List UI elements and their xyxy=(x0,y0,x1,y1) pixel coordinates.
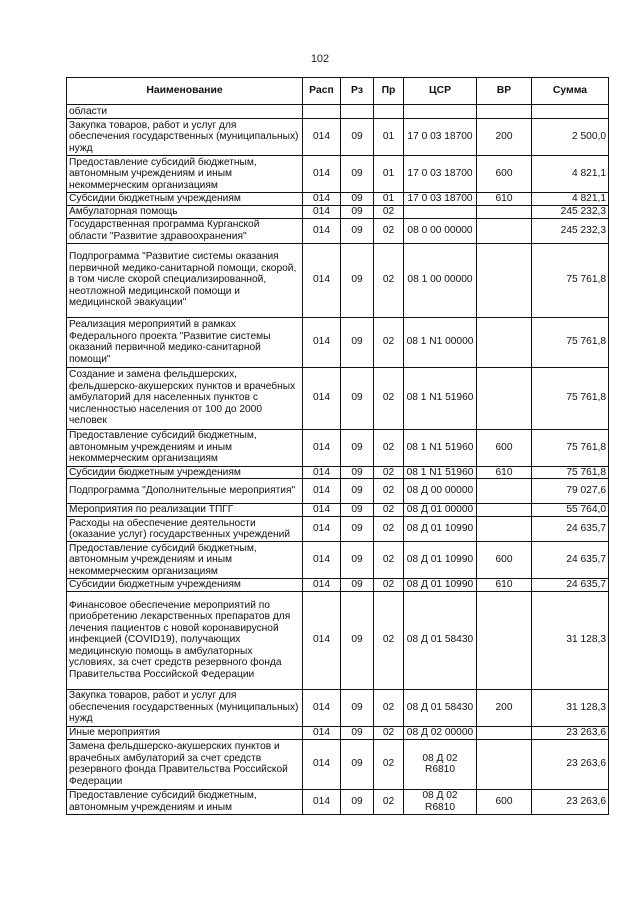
header-vr: ВР xyxy=(477,78,532,105)
table-row xyxy=(67,105,609,119)
cell-rasp: 014 xyxy=(303,591,341,689)
cell-pr: 02 xyxy=(374,243,404,317)
cell-pr: 02 xyxy=(374,367,404,429)
table-row xyxy=(67,542,609,579)
cell-rz: 09 xyxy=(341,739,374,789)
cell-vr xyxy=(477,726,532,739)
cell-sum: 4 821,1 xyxy=(532,193,609,206)
page-number: 102 xyxy=(310,53,330,65)
cell-rasp: 014 xyxy=(303,689,341,726)
cell-vr xyxy=(477,367,532,429)
cell-pr: 02 xyxy=(374,689,404,726)
cell-rz: 09 xyxy=(341,205,374,218)
table-row xyxy=(67,726,609,739)
table-row xyxy=(67,119,609,156)
cell-sum: 4 821,1 xyxy=(532,156,609,193)
cell-rasp: 014 xyxy=(303,542,341,579)
table-row xyxy=(67,517,609,542)
cell-rz: 09 xyxy=(341,579,374,592)
table-row xyxy=(67,466,609,479)
cell-vr xyxy=(477,517,532,542)
cell-csr: 08 Д 01 58430 xyxy=(404,591,477,689)
cell-sum: 2 500,0 xyxy=(532,119,609,156)
cell-vr: 200 xyxy=(477,689,532,726)
cell-name: Мероприятия по реализации ТПГГ xyxy=(67,504,303,517)
cell-name: Финансовое обеспечение мероприятий по приобретению лекарственных препаратов для лечения пациентов с новой коронавирусной инфекцией (COVID19), получающих медицинскую помощь в амбулаторных условиях, за счет средств резервного фонда Правительства Российской Федерации xyxy=(67,591,303,689)
cell-csr: 08 Д 01 10990 xyxy=(404,517,477,542)
cell-sum: 75 761,8 xyxy=(532,243,609,317)
cell-rz: 09 xyxy=(341,789,374,814)
cell-vr xyxy=(477,243,532,317)
header-rasp: Расп xyxy=(303,78,341,105)
table-row xyxy=(67,504,609,517)
cell-rasp: 014 xyxy=(303,367,341,429)
cell-pr: 02 xyxy=(374,579,404,592)
cell-rz: 09 xyxy=(341,243,374,317)
cell-csr xyxy=(404,205,477,218)
cell-pr: 02 xyxy=(374,739,404,789)
cell-pr: 02 xyxy=(374,466,404,479)
cell-vr xyxy=(477,479,532,504)
cell-sum: 31 128,3 xyxy=(532,591,609,689)
cell-sum xyxy=(532,105,609,119)
cell-sum: 55 764,0 xyxy=(532,504,609,517)
cell-name: Государственная программа Курганской области "Развитие здравоохранения" xyxy=(67,218,303,243)
cell-vr xyxy=(477,105,532,119)
cell-name: Субсидии бюджетным учреждениям xyxy=(67,466,303,479)
table-row xyxy=(67,579,609,592)
cell-vr xyxy=(477,205,532,218)
cell-name: Субсидии бюджетным учреждениям xyxy=(67,193,303,206)
cell-name: Подпрограмма "Развитие системы оказания первичной медико-санитарной помощи, скорой, в том числе скорой специализированной, неотложной медицинской помощи и медицинской эвакуации" xyxy=(67,243,303,317)
cell-csr: 08 1 N1 51960 xyxy=(404,429,477,466)
cell-rz: 09 xyxy=(341,517,374,542)
cell-name: Предоставление субсидий бюджетным, автономным учреждениям и иным некоммерческим организациям xyxy=(67,429,303,466)
cell-sum: 23 263,6 xyxy=(532,726,609,739)
table-row xyxy=(67,218,609,243)
cell-name: Предоставление субсидий бюджетным, автономным учреждениям и иным xyxy=(67,789,303,814)
cell-rasp: 014 xyxy=(303,119,341,156)
cell-sum: 245 232,3 xyxy=(532,205,609,218)
table-row xyxy=(67,243,609,317)
cell-rz: 09 xyxy=(341,479,374,504)
cell-pr: 02 xyxy=(374,317,404,367)
cell-vr: 610 xyxy=(477,193,532,206)
cell-pr: 02 xyxy=(374,542,404,579)
cell-vr xyxy=(477,218,532,243)
cell-pr: 02 xyxy=(374,429,404,466)
cell-csr: 08 Д 01 00000 xyxy=(404,504,477,517)
cell-csr: 08 Д 01 10990 xyxy=(404,579,477,592)
table-row xyxy=(67,156,609,193)
cell-rasp: 014 xyxy=(303,193,341,206)
cell-sum: 79 027,6 xyxy=(532,479,609,504)
cell-name: Амбулаторная помощь xyxy=(67,205,303,218)
table-row xyxy=(67,429,609,466)
cell-sum: 245 232,3 xyxy=(532,218,609,243)
cell-vr: 600 xyxy=(477,542,532,579)
cell-rasp: 014 xyxy=(303,579,341,592)
cell-csr: 08 Д 02 R6810 xyxy=(404,789,477,814)
cell-rasp: 014 xyxy=(303,156,341,193)
cell-sum: 75 761,8 xyxy=(532,466,609,479)
cell-rz xyxy=(341,105,374,119)
cell-vr: 610 xyxy=(477,579,532,592)
cell-csr: 08 1 00 00000 xyxy=(404,243,477,317)
cell-name: Предоставление субсидий бюджетным, автономным учреждениям и иным некоммерческим организациям xyxy=(67,156,303,193)
cell-rz: 09 xyxy=(341,542,374,579)
cell-name: Реализация мероприятий в рамках Федерального проекта "Развитие системы оказаний первичной медико-санитарной помощи" xyxy=(67,317,303,367)
cell-name: Иные мероприятия xyxy=(67,726,303,739)
table-row xyxy=(67,789,609,814)
cell-name: Создание и замена фельдшерских, фельдшерско-акушерских пунктов и врачебных амбулаторий для населенных пунктов с численностью населения от 100 до 2000 человек xyxy=(67,367,303,429)
cell-csr: 08 Д 02 R6810 xyxy=(404,739,477,789)
cell-name: Предоставление субсидий бюджетным, автономным учреждениям и иным некоммерческим организациям xyxy=(67,542,303,579)
cell-vr xyxy=(477,739,532,789)
cell-rz: 09 xyxy=(341,367,374,429)
header-csr: ЦСР xyxy=(404,78,477,105)
cell-pr: 01 xyxy=(374,119,404,156)
cell-sum: 31 128,3 xyxy=(532,689,609,726)
cell-csr: 08 Д 01 10990 xyxy=(404,542,477,579)
cell-rasp: 014 xyxy=(303,517,341,542)
cell-csr: 08 1 N1 51960 xyxy=(404,367,477,429)
table-row xyxy=(67,689,609,726)
table-row xyxy=(67,591,609,689)
cell-rasp: 014 xyxy=(303,218,341,243)
cell-pr: 02 xyxy=(374,218,404,243)
cell-pr xyxy=(374,105,404,119)
cell-csr: 08 Д 01 58430 xyxy=(404,689,477,726)
table-row xyxy=(67,205,609,218)
cell-pr: 02 xyxy=(374,504,404,517)
cell-csr: 17 0 03 18700 xyxy=(404,119,477,156)
cell-pr: 01 xyxy=(374,156,404,193)
cell-pr: 02 xyxy=(374,591,404,689)
cell-csr: 08 1 N1 00000 xyxy=(404,317,477,367)
cell-pr: 02 xyxy=(374,479,404,504)
cell-csr: 08 Д 00 00000 xyxy=(404,479,477,504)
cell-rasp: 014 xyxy=(303,789,341,814)
cell-rasp: 014 xyxy=(303,739,341,789)
table-row xyxy=(67,479,609,504)
cell-rasp: 014 xyxy=(303,504,341,517)
cell-rz: 09 xyxy=(341,689,374,726)
cell-sum: 24 635,7 xyxy=(532,579,609,592)
header-pr: Пр xyxy=(374,78,404,105)
budget-table xyxy=(66,77,609,815)
cell-rz: 09 xyxy=(341,193,374,206)
cell-csr: 17 0 03 18700 xyxy=(404,193,477,206)
cell-pr: 02 xyxy=(374,726,404,739)
cell-csr: 08 Д 02 00000 xyxy=(404,726,477,739)
cell-name: Расходы на обеспечение деятельности (оказание услуг) государственных учреждений xyxy=(67,517,303,542)
cell-rz: 09 xyxy=(341,119,374,156)
cell-name: Закупка товаров, работ и услуг для обеспечения государственных (муниципальных) нужд xyxy=(67,689,303,726)
cell-sum: 24 635,7 xyxy=(532,542,609,579)
cell-csr: 08 0 00 00000 xyxy=(404,218,477,243)
cell-rasp: 014 xyxy=(303,479,341,504)
cell-rasp: 014 xyxy=(303,429,341,466)
cell-name: области xyxy=(67,105,303,119)
cell-sum: 23 263,6 xyxy=(532,739,609,789)
cell-vr xyxy=(477,591,532,689)
cell-rz: 09 xyxy=(341,466,374,479)
cell-vr xyxy=(477,317,532,367)
cell-vr: 610 xyxy=(477,466,532,479)
cell-csr: 08 1 N1 51960 xyxy=(404,466,477,479)
cell-name: Закупка товаров, работ и услуг для обеспечения государственных (муниципальных) нужд xyxy=(67,119,303,156)
cell-name: Подпрограмма "Дополнительные мероприятия" xyxy=(67,479,303,504)
cell-rz: 09 xyxy=(341,156,374,193)
cell-vr: 600 xyxy=(477,429,532,466)
table-row xyxy=(67,367,609,429)
cell-vr: 600 xyxy=(477,789,532,814)
table-row xyxy=(67,739,609,789)
cell-vr: 600 xyxy=(477,156,532,193)
cell-sum: 75 761,8 xyxy=(532,429,609,466)
cell-vr: 200 xyxy=(477,119,532,156)
cell-rz: 09 xyxy=(341,591,374,689)
cell-rasp: 014 xyxy=(303,317,341,367)
header-sum: Сумма xyxy=(532,78,609,105)
table-header-row xyxy=(67,78,609,105)
cell-rz: 09 xyxy=(341,504,374,517)
cell-rz: 09 xyxy=(341,429,374,466)
cell-sum: 75 761,8 xyxy=(532,317,609,367)
cell-rasp xyxy=(303,105,341,119)
cell-pr: 02 xyxy=(374,205,404,218)
cell-sum: 75 761,8 xyxy=(532,367,609,429)
cell-rz: 09 xyxy=(341,726,374,739)
cell-rasp: 014 xyxy=(303,726,341,739)
cell-csr: 17 0 03 18700 xyxy=(404,156,477,193)
cell-name: Субсидии бюджетным учреждениям xyxy=(67,579,303,592)
cell-vr xyxy=(477,504,532,517)
cell-rasp: 014 xyxy=(303,466,341,479)
table-row xyxy=(67,193,609,206)
cell-rasp: 014 xyxy=(303,243,341,317)
cell-sum: 23 263,6 xyxy=(532,789,609,814)
cell-rasp: 014 xyxy=(303,205,341,218)
cell-csr xyxy=(404,105,477,119)
cell-sum: 24 635,7 xyxy=(532,517,609,542)
cell-rz: 09 xyxy=(341,218,374,243)
cell-pr: 01 xyxy=(374,193,404,206)
table-row xyxy=(67,317,609,367)
cell-rz: 09 xyxy=(341,317,374,367)
cell-pr: 02 xyxy=(374,517,404,542)
header-name: Наименование xyxy=(67,78,303,105)
header-rz: Рз xyxy=(341,78,374,105)
cell-pr: 02 xyxy=(374,789,404,814)
cell-name: Замена фельдшерско-акушерских пунктов и врачебных амбулаторий за счет средств резервного фонда Правительства Российской Федерации xyxy=(67,739,303,789)
